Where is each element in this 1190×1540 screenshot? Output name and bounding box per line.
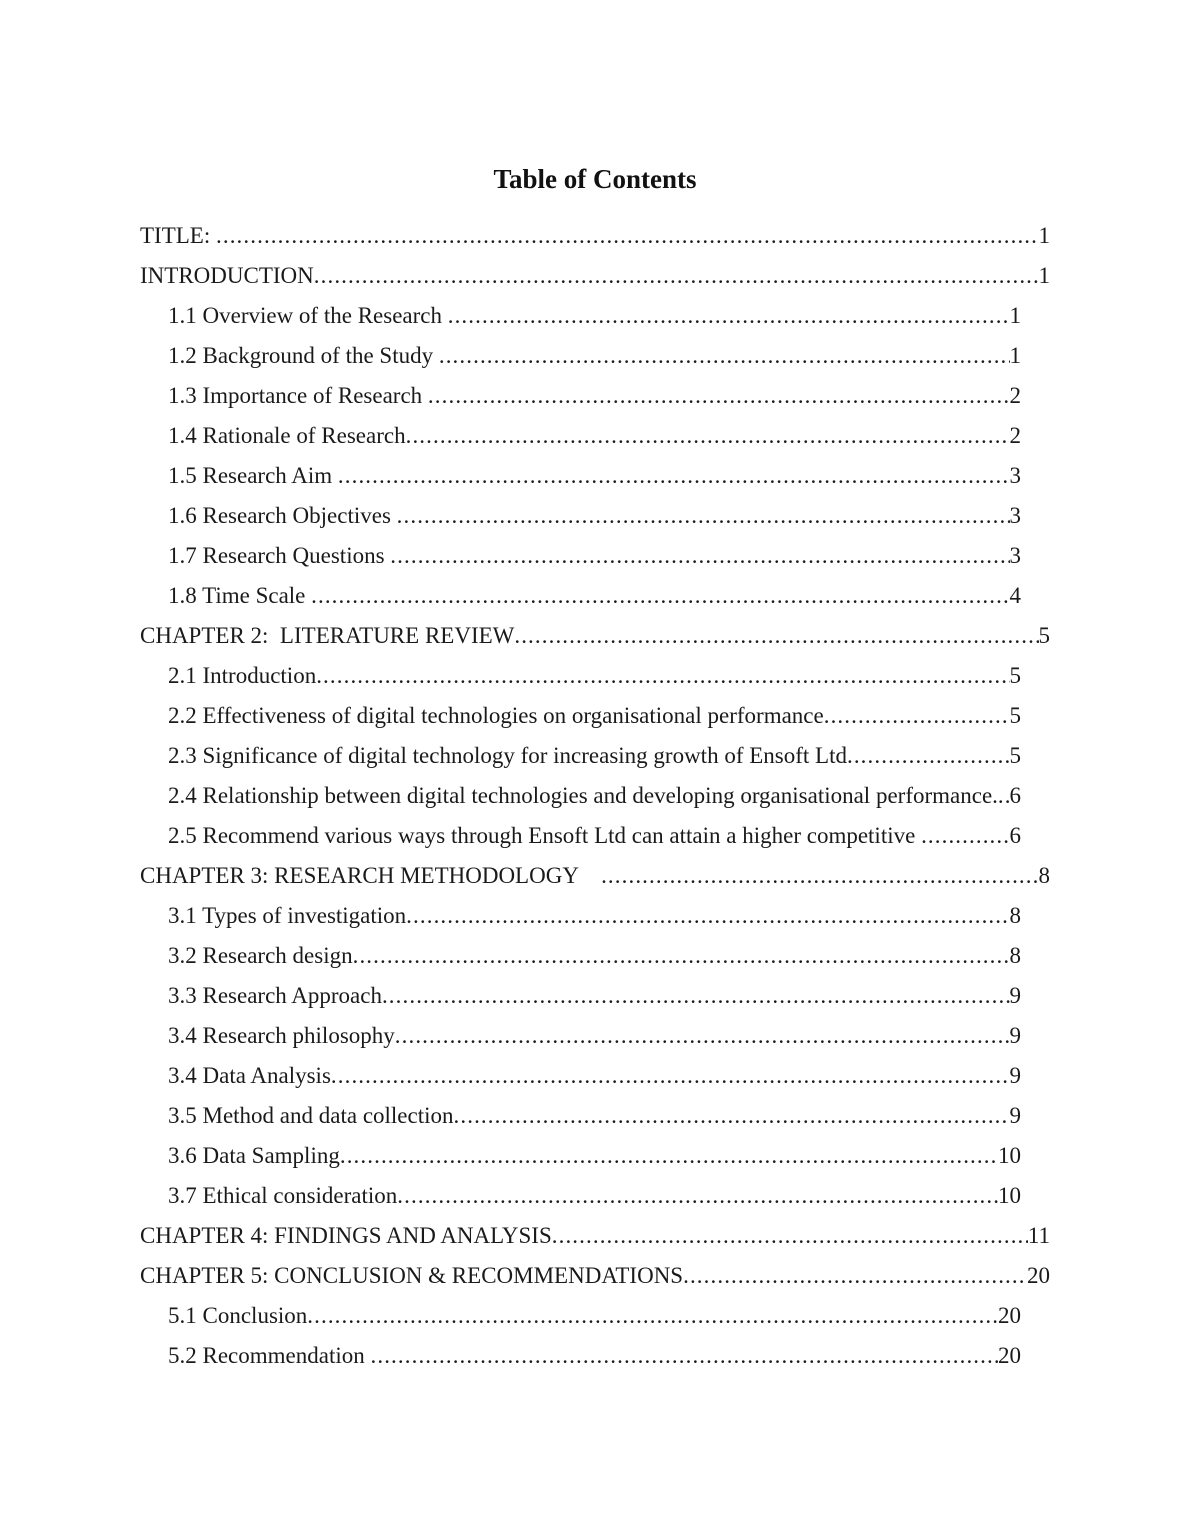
toc-list (140, 216, 1050, 1376)
toc-leader-dots (397, 1176, 998, 1216)
toc-entry (140, 256, 1050, 296)
toc-page-number: 1 (1009, 303, 1021, 328)
toc-entry-text: 3.2 Research design (168, 943, 353, 968)
toc-page-number: 3 (1009, 543, 1021, 568)
toc-entry (168, 896, 1021, 936)
toc-leader-dots (998, 776, 1010, 816)
toc-page-number: 3 (1009, 503, 1021, 528)
toc-entry (168, 816, 1021, 856)
toc-page-number: 20 (998, 1343, 1021, 1368)
toc-leader-dots (307, 1296, 998, 1336)
toc-entry-text: 3.4 Research philosophy (168, 1023, 395, 1048)
toc-leader-dots (428, 376, 1010, 416)
toc-entry (168, 416, 1021, 456)
toc-entry (140, 1256, 1050, 1296)
toc-entry (168, 776, 1021, 816)
toc-entry-text: 3.6 Data Sampling (168, 1143, 340, 1168)
toc-leader-dots (406, 896, 1009, 936)
toc-entry (168, 536, 1021, 576)
toc-entry-text: CHAPTER 2: LITERATURE REVIEW (140, 623, 515, 648)
toc-entry (168, 1136, 1021, 1176)
toc-page-number: 2 (1009, 383, 1021, 408)
toc-page-number: 2 (1009, 423, 1021, 448)
toc-entry-text: CHAPTER 3: RESEARCH METHODOLOGY (140, 863, 602, 888)
toc-page-number: 3 (1009, 463, 1021, 488)
toc-leader-dots (353, 936, 1010, 976)
toc-entry-text: 2.2 Effectiveness of digital technologies on organisational performance (168, 703, 824, 728)
toc-entry (168, 456, 1021, 496)
toc-leader-dots (395, 1016, 1010, 1056)
toc-page-number: 5 (1009, 663, 1021, 688)
toc-leader-dots (601, 856, 1038, 896)
toc-page-number: 11 (1027, 1223, 1050, 1248)
toc-page-number: 5 (1009, 703, 1021, 728)
toc-leader-dots (371, 1336, 999, 1376)
toc-entry (168, 976, 1021, 1016)
toc-entry (168, 936, 1021, 976)
toc-page-number: 8 (1009, 943, 1021, 968)
toc-leader-dots (439, 336, 1010, 376)
toc-entry (140, 856, 1050, 896)
toc-page-number: 9 (1009, 983, 1021, 1008)
toc-page-number: 1 (1038, 263, 1050, 288)
toc-entry-text: 2.3 Significance of digital technology for increasing growth of Ensoft Ltd (168, 743, 847, 768)
toc-leader-dots (514, 616, 1038, 656)
toc-entry-text: TITLE: (140, 223, 216, 248)
toc-entry-text: 1.7 Research Questions (168, 543, 391, 568)
toc-leader-dots (448, 296, 1010, 336)
toc-leader-dots (314, 256, 1039, 296)
toc-leader-dots (683, 1256, 1027, 1296)
toc-entry (168, 656, 1021, 696)
toc-entry-text: 1.8 Time Scale (168, 583, 312, 608)
toc-entry-text: 3.4 Data Analysis (168, 1063, 331, 1088)
toc-entry (168, 696, 1021, 736)
toc-entry-text: 1.1 Overview of the Research (168, 303, 448, 328)
toc-entry (168, 736, 1021, 776)
toc-entry (168, 1016, 1021, 1056)
toc-leader-dots (552, 1216, 1028, 1256)
toc-entry (168, 1296, 1021, 1336)
toc-entry-text: 3.1 Types of investigation (168, 903, 407, 928)
toc-entry-text: 5.2 Recommendation (168, 1343, 371, 1368)
toc-entry (168, 1336, 1021, 1376)
toc-entry (168, 376, 1021, 416)
toc-leader-dots (338, 456, 1010, 496)
toc-leader-dots (390, 536, 1009, 576)
toc-entry-text: 1.4 Rationale of Research (168, 423, 406, 448)
toc-entry (168, 336, 1021, 376)
toc-leader-dots (216, 216, 1039, 256)
toc-leader-dots (824, 696, 1010, 736)
toc-page-number: 9 (1009, 1063, 1021, 1088)
toc-leader-dots (847, 736, 1010, 776)
toc-page-number: 8 (1009, 903, 1021, 928)
toc-page-number: 5 (1038, 623, 1050, 648)
toc-entry (168, 1056, 1021, 1096)
toc-entry (168, 1176, 1021, 1216)
toc-leader-dots (316, 656, 1009, 696)
toc-leader-dots (382, 976, 1010, 1016)
toc-entry (140, 1216, 1050, 1256)
toc-page-number: 20 (998, 1303, 1021, 1328)
toc-entry (168, 296, 1021, 336)
toc-page-number: 1 (1038, 223, 1050, 248)
toc-page-number: 9 (1009, 1103, 1021, 1128)
toc-entry-text: 5.1 Conclusion (168, 1303, 308, 1328)
toc-entry-text: 1.6 Research Objectives (168, 503, 397, 528)
page-title: Table of Contents (493, 164, 697, 194)
toc-leader-dots (311, 576, 1009, 616)
toc-entry-text: 2.1 Introduction (168, 663, 317, 688)
toc-page-number: 9 (1009, 1023, 1021, 1048)
toc-leader-dots (340, 1136, 998, 1176)
toc-page-number: 4 (1009, 583, 1021, 608)
toc-entry (168, 576, 1021, 616)
toc-entry-text: 3.5 Method and data collection (168, 1103, 454, 1128)
toc-entry (140, 216, 1050, 256)
toc-page-number: 20 (1027, 1263, 1050, 1288)
toc-page-number: 8 (1038, 863, 1050, 888)
toc-leader-dots (397, 496, 1010, 536)
toc-entry-text: 1.3 Importance of Research (168, 383, 428, 408)
toc-entry-text: 3.7 Ethical consideration (168, 1183, 398, 1208)
toc-entry (140, 616, 1050, 656)
toc-page-number: 10 (998, 1143, 1021, 1168)
toc-leader-dots (406, 416, 1010, 456)
toc-entry-text: 1.5 Research Aim (168, 463, 338, 488)
toc-page-number: 5 (1009, 743, 1021, 768)
toc-entry-text: 1.2 Background of the Study (168, 343, 439, 368)
toc-page-number: 6 (1009, 823, 1021, 848)
toc-page-number: 6 (1009, 783, 1021, 808)
toc-entry-text: CHAPTER 4: FINDINGS AND ANALYSIS (140, 1223, 552, 1248)
toc-entry-text: 3.3 Research Approach (168, 983, 382, 1008)
toc-page-number: 10 (998, 1183, 1021, 1208)
toc-entry-text: INTRODUCTION (140, 263, 314, 288)
toc-leader-dots (454, 1096, 1010, 1136)
toc-entry (168, 496, 1021, 536)
toc-leader-dots (921, 816, 1009, 856)
toc-page-number: 1 (1009, 343, 1021, 368)
toc-entry-text: 2.5 Recommend various ways through Ensoft Ltd can attain a higher competitive (168, 823, 922, 848)
toc-leader-dots (331, 1056, 1010, 1096)
toc-entry-text: 2.4 Relationship between digital technologies and developing organisational performance. (168, 783, 998, 808)
toc-entry-text: CHAPTER 5: CONCLUSION & RECOMMENDATIONS (140, 1263, 684, 1288)
toc-entry (168, 1096, 1021, 1136)
